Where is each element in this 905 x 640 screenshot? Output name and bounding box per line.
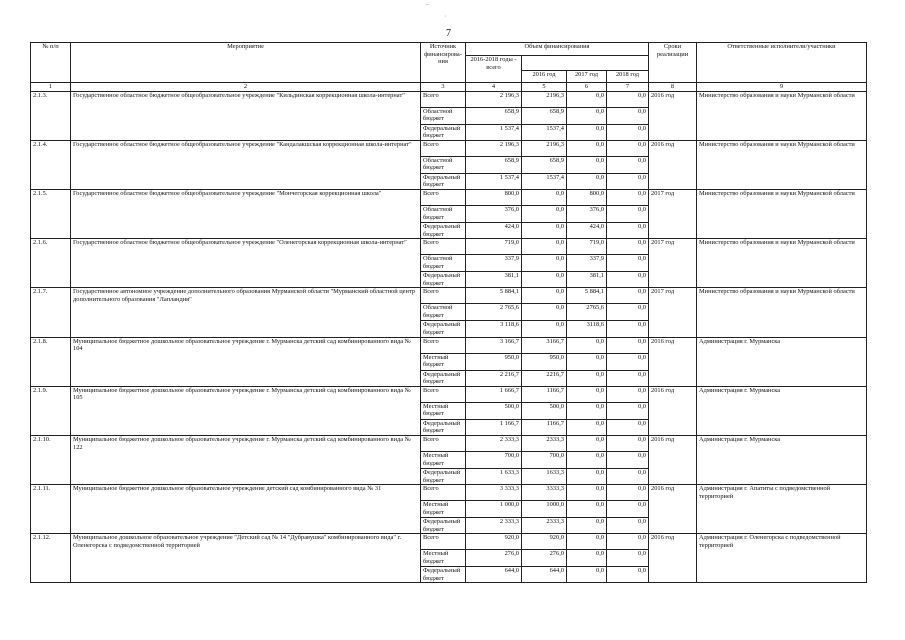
row-total: 644,0 (466, 567, 522, 583)
scan-mark: ˙ (444, 14, 447, 23)
row-total: 3 118,6 (466, 321, 522, 337)
row-source: Всего (421, 534, 466, 550)
row-2017: 0,0 (567, 468, 607, 484)
row-2016: 3166,7 (522, 337, 567, 353)
header-row (31, 43, 867, 56)
row-number: 2.1.5. (31, 189, 71, 238)
row-2018: 0,0 (607, 534, 649, 550)
row-total: 1 537,4 (466, 173, 522, 189)
row-term: 2016 год (649, 485, 697, 534)
index-cell: 4 (466, 83, 522, 92)
row-2016: 700,0 (522, 451, 567, 468)
row-2016: 920,0 (522, 534, 567, 550)
row-source: Областной бюджет (421, 255, 466, 272)
row-total: 424,0 (466, 222, 522, 238)
row-2018: 0,0 (607, 91, 649, 107)
row-2016: 2216,7 (522, 370, 567, 386)
row-term: 2016 год (649, 534, 697, 583)
index-cell: 7 (607, 83, 649, 92)
row-2018: 0,0 (607, 337, 649, 353)
row-2016: 1000,0 (522, 501, 567, 518)
table-row (31, 140, 867, 156)
row-responsible: Администрация г. Мурманска (697, 386, 867, 435)
row-total: 1 166,7 (466, 419, 522, 435)
row-number: 2.1.10. (31, 435, 71, 484)
row-term: 2016 год (649, 91, 697, 140)
row-total: 5 884,1 (466, 288, 522, 304)
row-total: 1 537,4 (466, 124, 522, 140)
row-2018: 0,0 (607, 501, 649, 518)
row-responsible: Министерство образования и науки Мурманской области (697, 91, 867, 140)
row-total: 658,9 (466, 156, 522, 173)
row-2018: 0,0 (607, 518, 649, 534)
row-2017: 381,1 (567, 272, 607, 288)
row-2016: 0,0 (522, 239, 567, 255)
row-2016: 3333,3 (522, 485, 567, 501)
row-total: 950,0 (466, 353, 522, 370)
row-2018: 0,0 (607, 124, 649, 140)
row-2017: 3118,6 (567, 321, 607, 337)
row-number: 2.1.4. (31, 140, 71, 189)
row-2017: 0,0 (567, 156, 607, 173)
header-years-blank (522, 56, 649, 71)
row-responsible: Администрация г. Мурманска (697, 435, 867, 484)
row-event: Муниципальное дошкольное образовательное учреждение "Детский сад № 14 "Дубравушка" комбинированного вида" г. Оленегорска с подведомственной территорией (71, 534, 421, 583)
row-2018: 0,0 (607, 173, 649, 189)
row-2017: 0,0 (567, 534, 607, 550)
row-2018: 0,0 (607, 255, 649, 272)
row-2017: 0,0 (567, 386, 607, 402)
row-number: 2.1.9. (31, 386, 71, 435)
row-source: Федеральный бюджет (421, 419, 466, 435)
row-2017: 800,0 (567, 189, 607, 205)
row-2018: 0,0 (607, 468, 649, 484)
row-total: 381,1 (466, 272, 522, 288)
row-2018: 0,0 (607, 435, 649, 451)
row-2017: 2765,6 (567, 304, 607, 321)
row-2018: 0,0 (607, 353, 649, 370)
row-2018: 0,0 (607, 451, 649, 468)
row-total: 2 216,7 (466, 370, 522, 386)
index-cell: 2 (71, 83, 421, 92)
row-2016: 1166,7 (522, 386, 567, 402)
row-2017: 0,0 (567, 107, 607, 124)
row-total: 2 196,3 (466, 140, 522, 156)
row-2018: 0,0 (607, 288, 649, 304)
row-2018: 0,0 (607, 321, 649, 337)
row-2017: 0,0 (567, 91, 607, 107)
row-total: 500,0 (466, 402, 522, 419)
row-2016: 2196,3 (522, 91, 567, 107)
row-2017: 0,0 (567, 337, 607, 353)
header-num: № п/п (31, 43, 71, 83)
row-2016: 1633,3 (522, 468, 567, 484)
row-source: Всего (421, 91, 466, 107)
row-2018: 0,0 (607, 485, 649, 501)
row-2016: 2333,3 (522, 518, 567, 534)
row-event: Муниципальное бюджетное дошкольное образовательное учреждение г. Мурманска детский сад комбинированного вида № 104 (71, 337, 421, 386)
row-2017: 0,0 (567, 173, 607, 189)
row-2016: 500,0 (522, 402, 567, 419)
row-2017: 0,0 (567, 451, 607, 468)
row-event: Муниципальное бюджетное дошкольное образовательное учреждение г. Мурманска детский сад комбинированного вида № 122 (71, 435, 421, 484)
table-row (31, 386, 867, 402)
row-2016: 0,0 (522, 189, 567, 205)
row-term: 2017 год (649, 189, 697, 238)
row-2017: 0,0 (567, 353, 607, 370)
row-2016: 0,0 (522, 321, 567, 337)
row-responsible: Министерство образования и науки Мурманской области (697, 239, 867, 288)
row-2018: 0,0 (607, 140, 649, 156)
row-2016: 1166,7 (522, 419, 567, 435)
row-source: Федеральный бюджет (421, 173, 466, 189)
row-total: 1 000,0 (466, 501, 522, 518)
row-2018: 0,0 (607, 239, 649, 255)
row-source: Местный бюджет (421, 501, 466, 518)
row-term: 2017 год (649, 288, 697, 337)
row-event: Государственное областное бюджетное общеобразовательное учреждение "Кильдинская коррекционная школа-интернат" (71, 91, 421, 140)
row-2016: 0,0 (522, 205, 567, 222)
row-2016: 0,0 (522, 304, 567, 321)
row-source: Областной бюджет (421, 107, 466, 124)
row-source: Местный бюджет (421, 451, 466, 468)
row-source: Всего (421, 435, 466, 451)
row-2016: 1537,4 (522, 173, 567, 189)
row-source: Всего (421, 239, 466, 255)
row-2017: 0,0 (567, 435, 607, 451)
row-2017: 719,0 (567, 239, 607, 255)
row-term: 2016 год (649, 435, 697, 484)
table-row (31, 239, 867, 255)
row-total: 1 633,3 (466, 468, 522, 484)
row-2018: 0,0 (607, 107, 649, 124)
row-source: Федеральный бюджет (421, 370, 466, 386)
index-cell: 9 (697, 83, 867, 92)
row-2018: 0,0 (607, 419, 649, 435)
header-terms: Сроки реализации (649, 43, 697, 83)
row-responsible: Администрация г. Апатиты с подведомственной территорией (697, 485, 867, 534)
row-total: 700,0 (466, 451, 522, 468)
table-row (31, 288, 867, 304)
row-source: Всего (421, 337, 466, 353)
row-total: 2 765,6 (466, 304, 522, 321)
row-number: 2.1.8. (31, 337, 71, 386)
row-event: Муниципальное бюджетное дошкольное образовательное учреждение детский сад комбинированного вида № 31 (71, 485, 421, 534)
row-total: 800,0 (466, 189, 522, 205)
header-2017: 2017 год (567, 71, 607, 83)
index-cell: 5 (522, 83, 567, 92)
row-2016: 644,0 (522, 567, 567, 583)
row-total: 337,9 (466, 255, 522, 272)
row-2018: 0,0 (607, 272, 649, 288)
table-row (31, 91, 867, 107)
row-total: 1 666,7 (466, 386, 522, 402)
row-source: Всего (421, 189, 466, 205)
row-source: Всего (421, 288, 466, 304)
index-cell: 1 (31, 83, 71, 92)
row-total: 920,0 (466, 534, 522, 550)
table-row (31, 485, 867, 501)
index-cell: 8 (649, 83, 697, 92)
index-cell: 3 (421, 83, 466, 92)
row-source: Федеральный бюджет (421, 468, 466, 484)
row-2016: 2196,3 (522, 140, 567, 156)
row-2017: 5 884,1 (567, 288, 607, 304)
row-2016: 0,0 (522, 272, 567, 288)
row-source: Федеральный бюджет (421, 567, 466, 583)
row-number: 2.1.12. (31, 534, 71, 583)
row-2017: 0,0 (567, 550, 607, 567)
row-2017: 424,0 (567, 222, 607, 238)
header-event: Мероприятие (71, 43, 421, 83)
row-term: 2016 год (649, 386, 697, 435)
header-2016: 2016 год (522, 71, 567, 83)
row-source: Федеральный бюджет (421, 124, 466, 140)
row-total: 2 333,3 (466, 435, 522, 451)
row-2018: 0,0 (607, 550, 649, 567)
row-2018: 0,0 (607, 567, 649, 583)
row-source: Местный бюджет (421, 402, 466, 419)
row-source: Всего (421, 485, 466, 501)
header-2018: 2018 год (607, 71, 649, 83)
page-number: 7 (446, 28, 451, 39)
row-2018: 0,0 (607, 205, 649, 222)
row-term: 2017 год (649, 239, 697, 288)
row-2017: 337,9 (567, 255, 607, 272)
row-source: Всего (421, 140, 466, 156)
row-2017: 0,0 (567, 518, 607, 534)
row-2017: 376,0 (567, 205, 607, 222)
row-2017: 0,0 (567, 501, 607, 518)
row-term: 2016 год (649, 140, 697, 189)
row-responsible: Министерство образования и науки Мурманской области (697, 189, 867, 238)
table-row (31, 189, 867, 205)
row-2017: 0,0 (567, 140, 607, 156)
header-volume: Объем финансирования (466, 43, 649, 56)
row-total: 3 166,7 (466, 337, 522, 353)
row-event: Государственное областное бюджетное общеобразовательное учреждение "Мончегорская коррекционная школа" (71, 189, 421, 238)
row-2016: 0,0 (522, 288, 567, 304)
row-source: Федеральный бюджет (421, 222, 466, 238)
row-source: Федеральный бюджет (421, 518, 466, 534)
row-2018: 0,0 (607, 402, 649, 419)
table-body (31, 91, 867, 583)
row-2016: 0,0 (522, 222, 567, 238)
row-2018: 0,0 (607, 386, 649, 402)
row-2016: 0,0 (522, 255, 567, 272)
row-2017: 0,0 (567, 402, 607, 419)
row-2017: 0,0 (567, 419, 607, 435)
row-number: 2.1.7. (31, 288, 71, 337)
row-total: 658,9 (466, 107, 522, 124)
table-row (31, 534, 867, 550)
index-cell: 6 (567, 83, 607, 92)
row-term: 2016 год (649, 337, 697, 386)
row-2016: 1537,4 (522, 124, 567, 140)
table-row (31, 337, 867, 353)
row-responsible: Администрация г. Мурманска (697, 337, 867, 386)
row-event: Муниципальное бюджетное дошкольное образовательное учреждение г. Мурманска детский сад комбинированного вида № 105 (71, 386, 421, 435)
row-event: Государственное областное бюджетное общеобразовательное учреждение "Кандалакшская коррекционная школа-интернат" (71, 140, 421, 189)
row-2017: 0,0 (567, 124, 607, 140)
row-2016: 658,9 (522, 107, 567, 124)
header-index-row (31, 83, 867, 92)
row-total: 376,0 (466, 205, 522, 222)
row-2017: 0,0 (567, 567, 607, 583)
row-responsible: Администрация г. Оленегорска с подведомственной территорией (697, 534, 867, 583)
row-2016: 950,0 (522, 353, 567, 370)
row-2016: 276,0 (522, 550, 567, 567)
row-number: 2.1.11. (31, 485, 71, 534)
row-source: Местный бюджет (421, 353, 466, 370)
row-total: 2 196,3 (466, 91, 522, 107)
row-source: Федеральный бюджет (421, 272, 466, 288)
header-source: Источник финансирова-ния (421, 43, 466, 83)
row-total: 276,0 (466, 550, 522, 567)
row-source: Областной бюджет (421, 205, 466, 222)
row-2017: 0,0 (567, 485, 607, 501)
row-source: Всего (421, 386, 466, 402)
row-2018: 0,0 (607, 189, 649, 205)
scan-mark: ˉ (426, 2, 429, 11)
header-total: 2016-2018 годы - всего (466, 56, 522, 83)
header-responsible: Ответственные исполнители/участники (697, 43, 867, 83)
row-number: 2.1.6. (31, 239, 71, 288)
row-2016: 658,9 (522, 156, 567, 173)
row-total: 3 333,3 (466, 485, 522, 501)
row-event: Государственное областное бюджетное общеобразовательное учреждение "Оленегорская коррекционная школа-интернат" (71, 239, 421, 288)
row-2018: 0,0 (607, 156, 649, 173)
row-responsible: Министерство образования и науки Мурманской области (697, 140, 867, 189)
row-source: Федеральный бюджет (421, 321, 466, 337)
row-2017: 0,0 (567, 370, 607, 386)
row-source: Местный бюджет (421, 550, 466, 567)
row-2018: 0,0 (607, 222, 649, 238)
row-source: Областной бюджет (421, 304, 466, 321)
row-2016: 2333,3 (522, 435, 567, 451)
row-total: 2 333,3 (466, 518, 522, 534)
table-row (31, 435, 867, 451)
row-source: Областной бюджет (421, 156, 466, 173)
row-responsible: Министерство образования и науки Мурманской области (697, 288, 867, 337)
financing-table (30, 42, 867, 583)
row-event: Государственное автономное учреждение дополнительного образования Мурманской области "Мурманский областной центр дополнительного образования "Лапландия" (71, 288, 421, 337)
row-number: 2.1.3. (31, 91, 71, 140)
row-2018: 0,0 (607, 304, 649, 321)
row-2018: 0,0 (607, 370, 649, 386)
row-total: 719,0 (466, 239, 522, 255)
